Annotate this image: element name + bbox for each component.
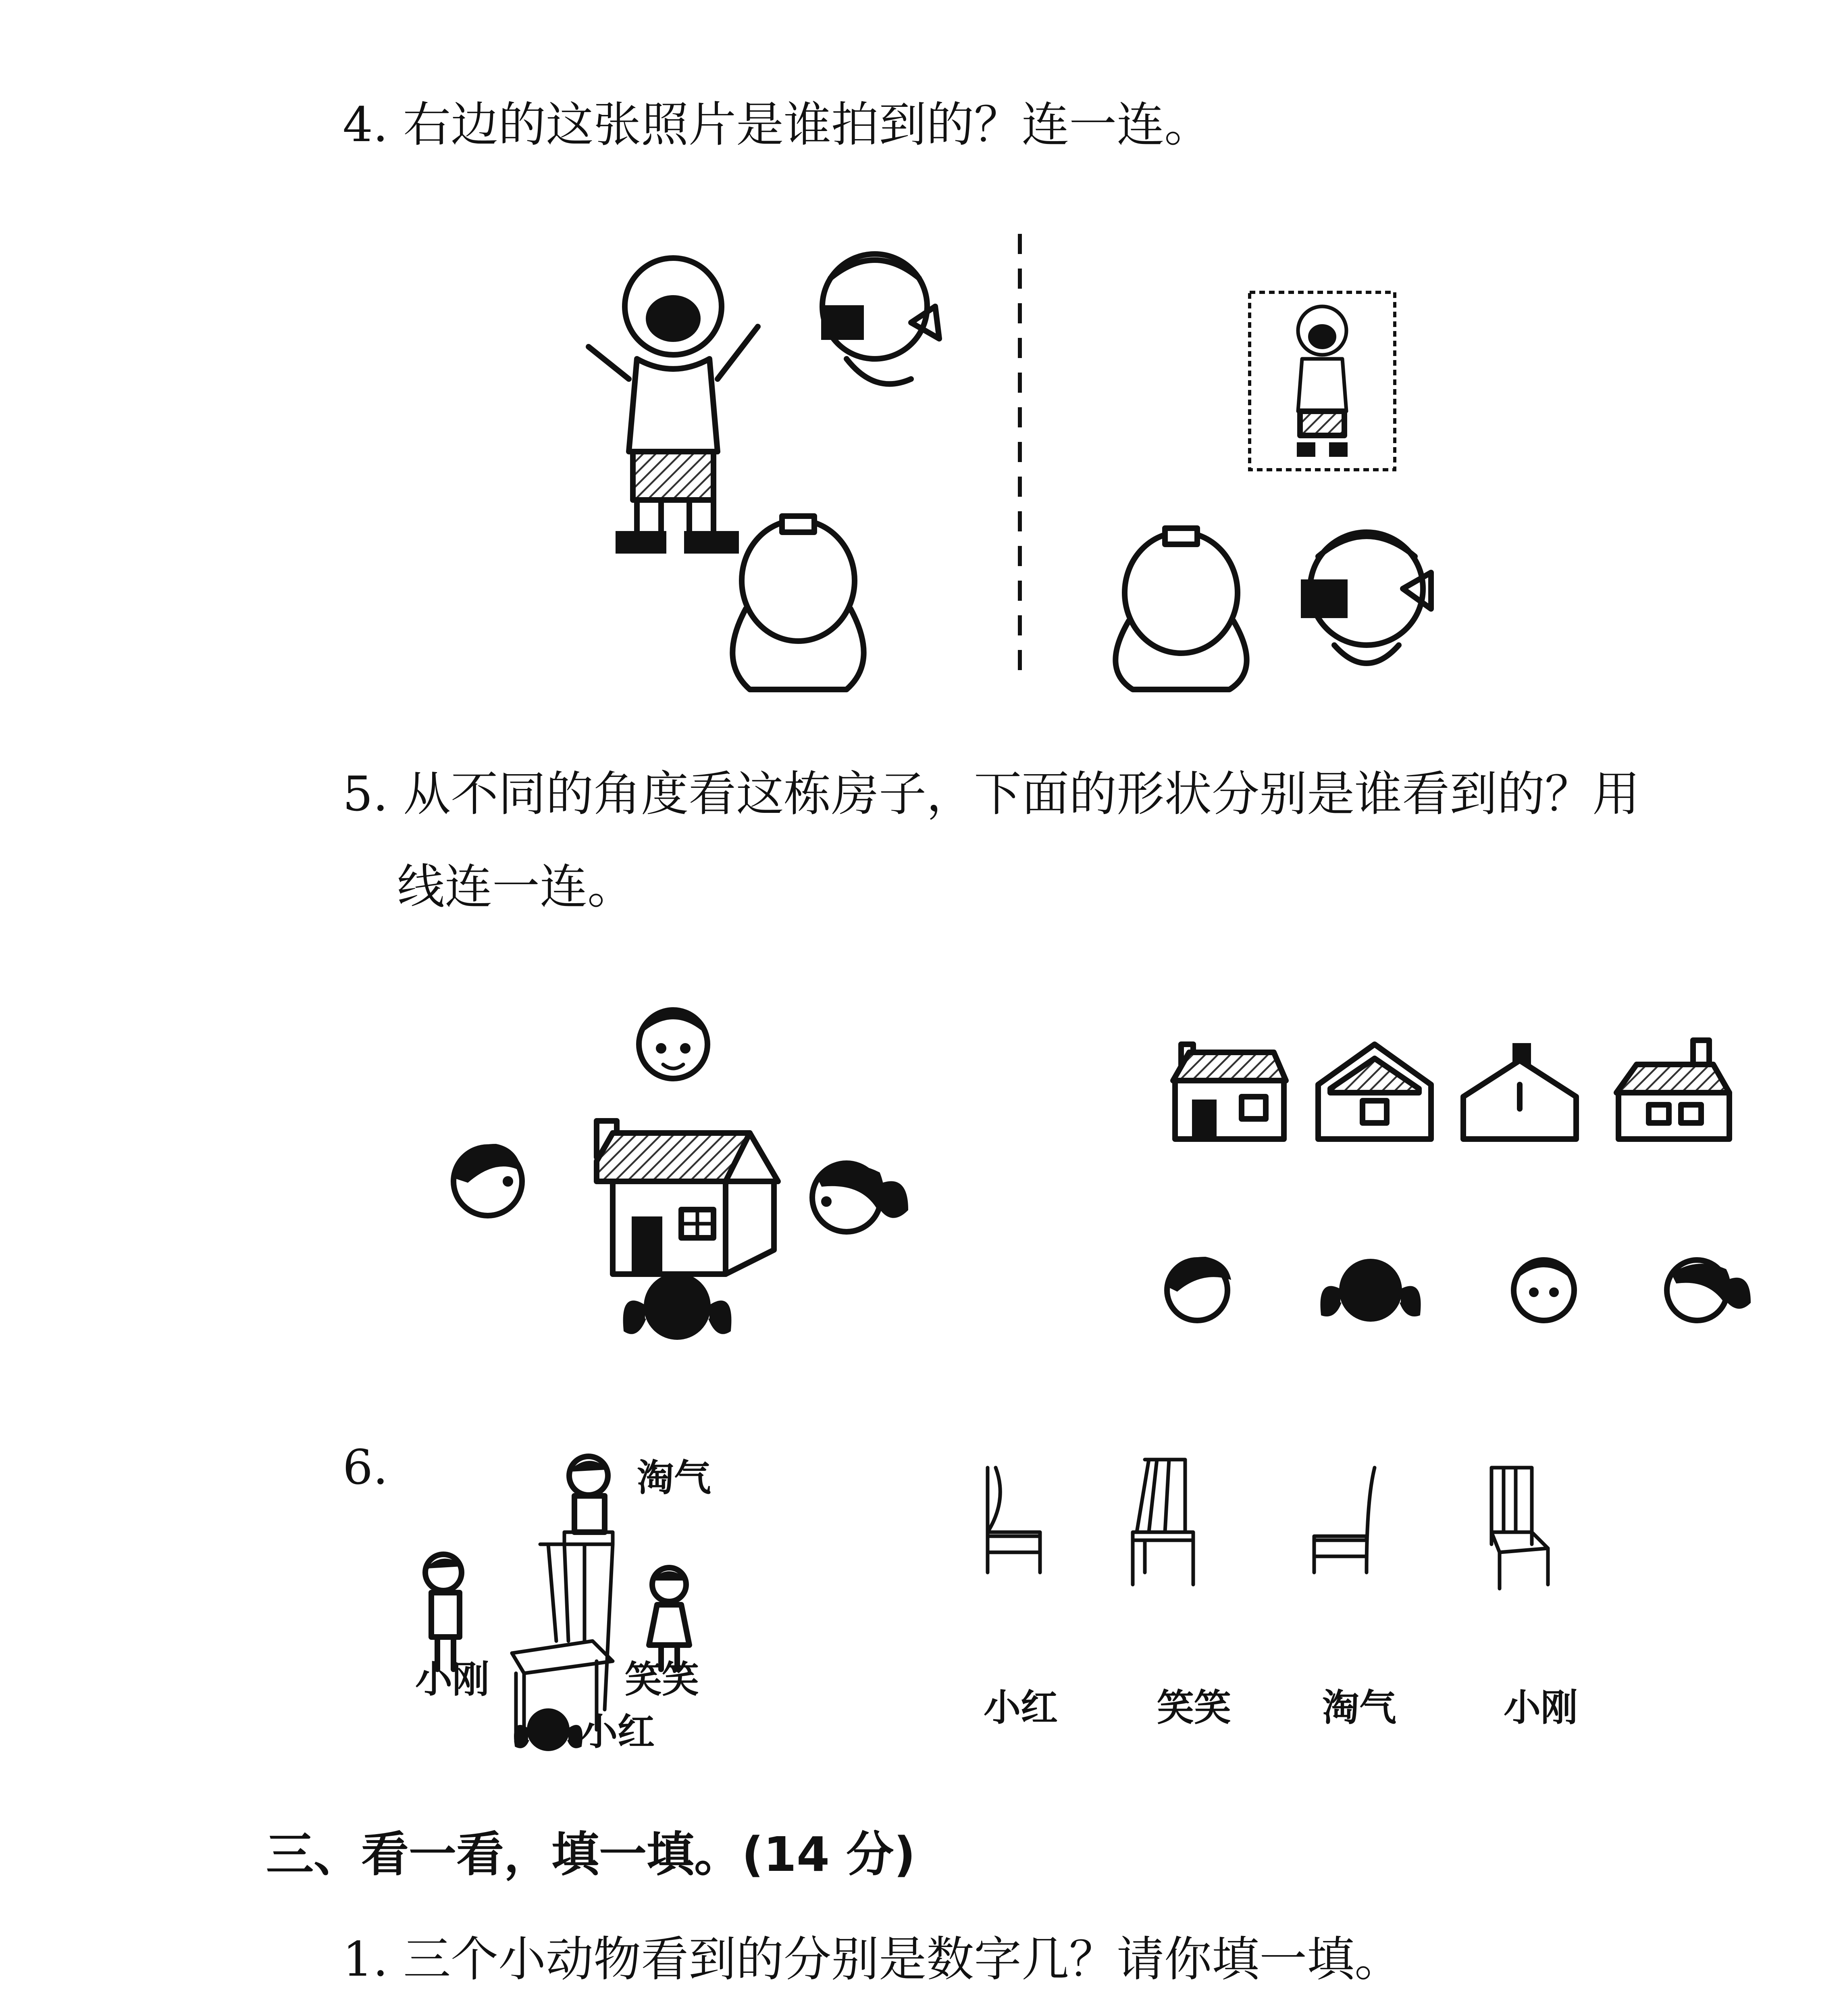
q4-figure bbox=[556, 226, 1443, 710]
option-label-1: 小红 bbox=[984, 1686, 1058, 1729]
girl-with-camera-icon bbox=[822, 254, 939, 384]
label-xiaoxiao: 笑笑 bbox=[625, 1658, 699, 1701]
house-scene bbox=[453, 1010, 907, 1339]
section-3-question-1: 1. 三个小动物看到的分别是数字几？请你填一填。 bbox=[343, 1931, 1402, 1987]
face-option-girl-side-icon bbox=[1667, 1260, 1749, 1320]
taoqi-child-icon bbox=[564, 1456, 613, 1544]
option-label-4: 小刚 bbox=[1504, 1686, 1578, 1729]
option-label-2: 笑笑 bbox=[1157, 1686, 1231, 1729]
boy-back-view-icon bbox=[732, 516, 863, 689]
boy-side-face-icon bbox=[453, 1145, 522, 1216]
question-5-line-2: 线连一连。 bbox=[397, 859, 635, 914]
photo-frame bbox=[1250, 292, 1395, 470]
xiaogang-child-icon bbox=[425, 1554, 462, 1669]
label-xiaogang: 小刚 bbox=[415, 1658, 490, 1701]
house-icon bbox=[597, 1121, 778, 1274]
section-3-title: 三、看一看，填一填。(14 分) bbox=[266, 1826, 916, 1882]
chair-view-3 bbox=[1314, 1468, 1375, 1572]
question-5-line-1: 5. 从不同的角度看这栋房子，下面的形状分别是谁看到的？用 bbox=[343, 766, 1640, 822]
boy-front-face-icon bbox=[639, 1010, 707, 1079]
chair-view-2 bbox=[1133, 1460, 1193, 1585]
house-view-1 bbox=[1173, 1044, 1286, 1139]
label-xiaohong: 小红 bbox=[580, 1710, 655, 1754]
face-option-boy-side-icon bbox=[1167, 1258, 1229, 1320]
xiaoxiao-child-icon bbox=[649, 1568, 689, 1669]
girl-back-head-icon bbox=[624, 1274, 730, 1339]
label-taoqi: 淘气 bbox=[637, 1456, 711, 1500]
house-view-4 bbox=[1616, 1040, 1729, 1139]
girl-side-face-icon bbox=[812, 1163, 907, 1232]
question-4-text: 4. 右边的这张照片是谁拍到的？连一连。 bbox=[343, 97, 1212, 152]
house-view-3 bbox=[1463, 1044, 1576, 1139]
chair-view-4 bbox=[1492, 1468, 1548, 1589]
question-6-number: 6. bbox=[343, 1439, 388, 1495]
crying-boy-icon bbox=[589, 258, 758, 552]
chair-view-1 bbox=[988, 1468, 1040, 1572]
boy-back-view-right-icon bbox=[1115, 528, 1246, 689]
option-label-3: 淘气 bbox=[1322, 1686, 1397, 1729]
q6-chair-views-figure bbox=[959, 1452, 1604, 1613]
q5-figure bbox=[443, 1000, 1754, 1347]
girl-with-camera-front-icon bbox=[1302, 532, 1431, 663]
face-option-boy-front-icon bbox=[1514, 1260, 1574, 1320]
house-view-2 bbox=[1318, 1044, 1431, 1139]
face-option-girl-back-icon bbox=[1321, 1260, 1419, 1320]
